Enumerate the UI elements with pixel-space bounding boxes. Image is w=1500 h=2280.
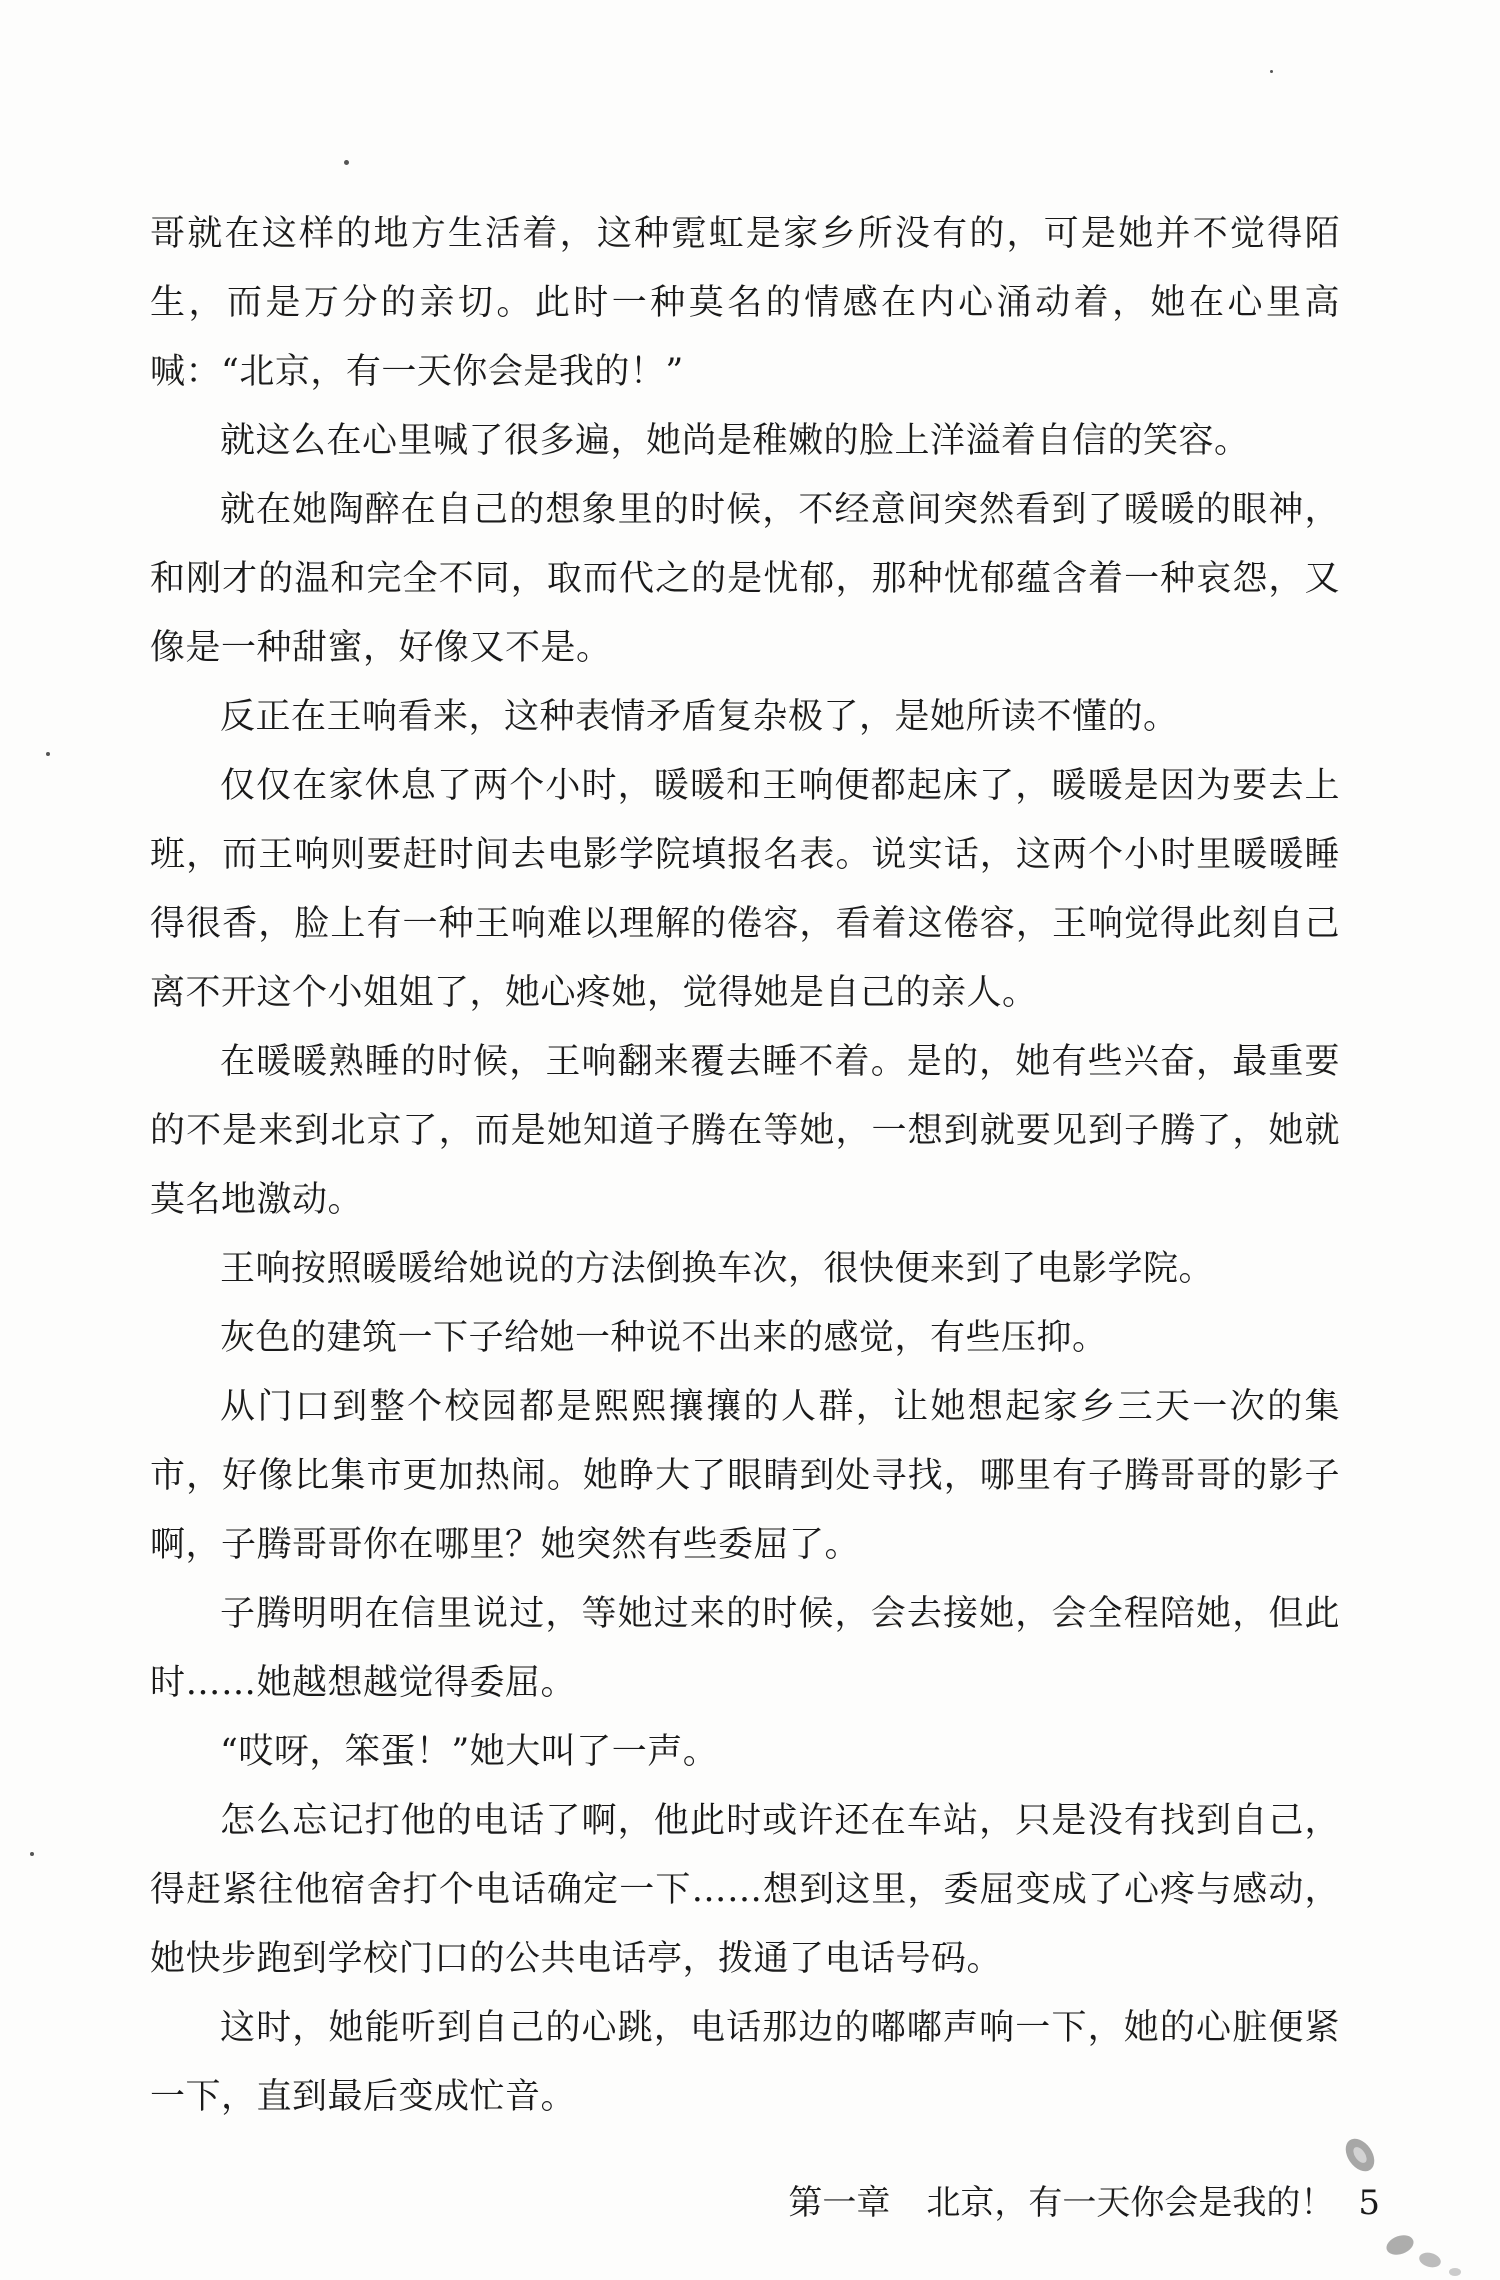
chapter-number: 第一章 bbox=[788, 2183, 891, 2223]
scan-speck bbox=[46, 752, 50, 756]
paragraph-4: 反正在王响看来，这种表情矛盾复杂极了，是她所读不懂的。 bbox=[220, 697, 1179, 737]
page-number: 5 bbox=[1358, 2183, 1380, 2223]
scan-speck bbox=[30, 1852, 34, 1856]
paragraph-7: 王响按照暖暖给她说的方法倒换车次，很快便来到了电影学院。 bbox=[220, 1249, 1215, 1289]
paragraph-9: 从门口到整个校园都是熙熙攘攘的人群，让她想起家乡三天一次的集市，好像比集市更加热闹。她睁大了眼睛到处寻找，哪里有子腾哥哥的影子啊，子腾哥哥你在哪里？她突然有些委屈了。 bbox=[150, 1387, 1340, 1565]
paragraph-13: 这时，她能听到自己的心跳，电话那边的嘟嘟声响一下，她的心脏便紧一下，直到最后变成忙音。 bbox=[150, 2008, 1340, 2117]
smudge-mark bbox=[1330, 2130, 1490, 2280]
scan-speck bbox=[344, 160, 349, 165]
paragraph-12: 怎么忘记打他的电话了啊，他此时或许还在车站，只是没有找到自己，得赶紧往他宿舍打个电话确定一下……想到这里，委屈变成了心疼与感动，她快步跑到学校门口的公共电话亭，拨通了电话号码。 bbox=[150, 1801, 1340, 1979]
paragraph-3: 就在她陶醉在自己的想象里的时候，不经意间突然看到了暖暖的眼神，和刚才的温和完全不同，取而代之的是忧郁，那种忧郁蕴含着一种哀怨，又像是一种甜蜜，好像又不是。 bbox=[150, 490, 1340, 668]
chapter-title: 北京，有一天你会是我的！ bbox=[926, 2183, 1335, 2223]
paragraph-2: 就这么在心里喊了很多遍，她尚是稚嫩的脸上洋溢着自信的笑容。 bbox=[220, 421, 1250, 461]
paragraph-1: 哥就在这样的地方生活着，这种霓虹是家乡所没有的，可是她并不觉得陌生，而是万分的亲切。此时一种莫名的情感在内心涌动着，她在心里高喊：“北京，有一天你会是我的！” bbox=[150, 214, 1340, 392]
paragraph-5: 仅仅在家休息了两个小时，暖暖和王响便都起床了，暖暖是因为要去上班，而王响则要赶时间去电影学院填报名表。说实话，这两个小时里暖暖睡得很香，脸上有一种王响难以理解的倦容，看着这倦容，王响觉得此刻自己离不开这个小姐姐了，她心疼她，觉得她是自己的亲人。 bbox=[150, 766, 1340, 1013]
scan-speck bbox=[1270, 70, 1273, 73]
body-text bbox=[150, 200, 1340, 2132]
paragraph-6: 在暖暖熟睡的时候，王响翻来覆去睡不着。是的，她有些兴奋，最重要的不是来到北京了，而是她知道子腾在等她，一想到就要见到子腾了，她就莫名地激动。 bbox=[150, 1042, 1340, 1220]
paragraph-11: “哎呀，笨蛋！”她大叫了一声。 bbox=[220, 1732, 719, 1772]
running-footer bbox=[788, 2178, 1380, 2228]
paragraph-8: 灰色的建筑一下子给她一种说不出来的感觉，有些压抑。 bbox=[220, 1318, 1108, 1358]
paragraph-10: 子腾明明在信里说过，等她过来的时候，会去接她，会全程陪她，但此时……她越想越觉得委屈。 bbox=[150, 1594, 1340, 1703]
